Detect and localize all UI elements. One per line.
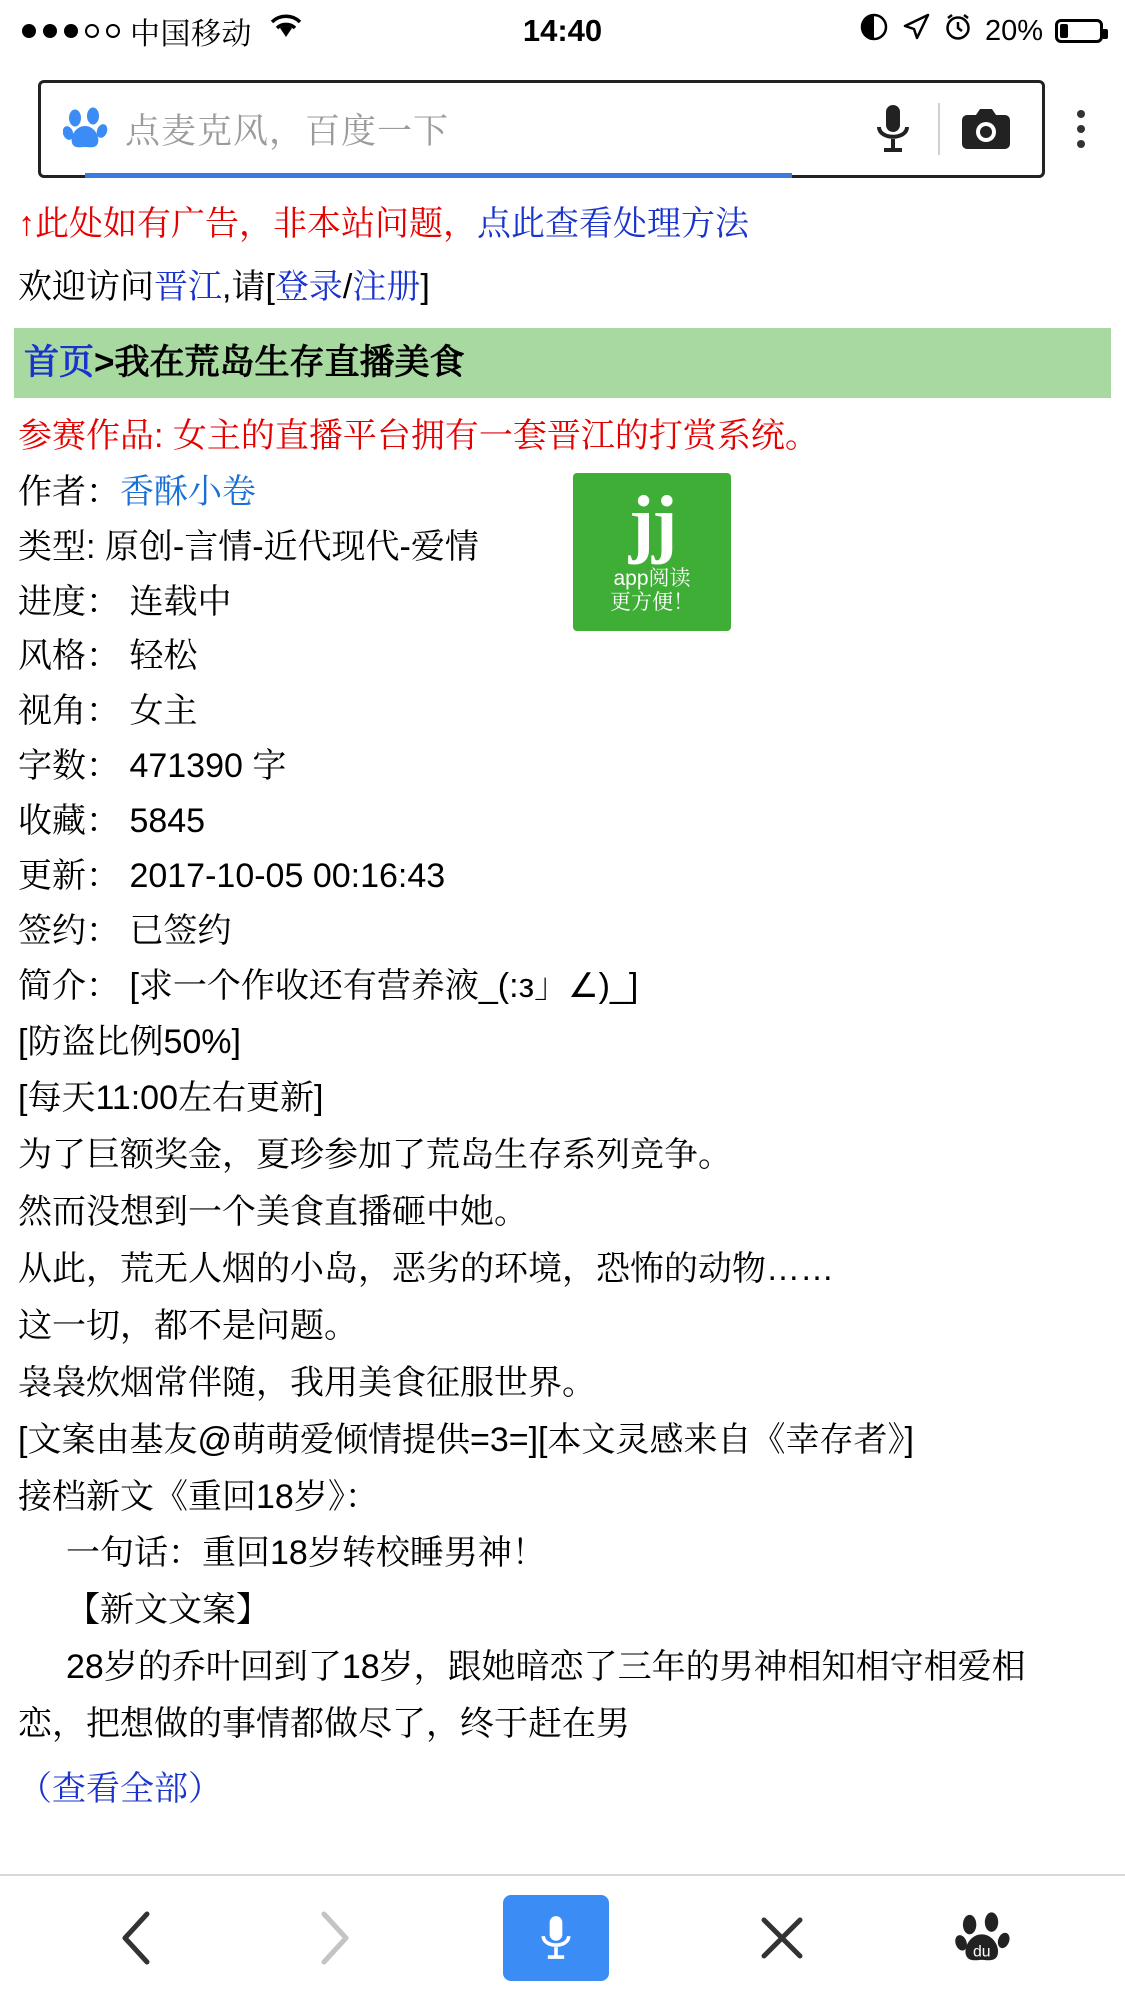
- status-bar-left: [22, 9, 304, 53]
- breadcrumb: [14, 328, 1111, 398]
- meta-row-type: [18, 520, 1111, 575]
- desc-line: [文案由基友@萌萌爱倾情提供=3=][本文灵感来自《幸存者》]: [18, 1420, 914, 1459]
- app-badge-line2: 更方便！: [610, 590, 694, 614]
- author-link[interactable]: 香酥小卷: [120, 472, 256, 511]
- pov-value: 女主: [129, 692, 198, 731]
- desc-line: [防盗比例50%]: [18, 1022, 241, 1061]
- battery-percent-label: 20%: [984, 14, 1043, 47]
- desc-line: 【新文文案】: [66, 1591, 270, 1630]
- camera-icon[interactable]: [954, 97, 1018, 161]
- breadcrumb-home-link[interactable]: 首页: [24, 342, 95, 382]
- meta-row-author: [18, 465, 1111, 520]
- page-content: [0, 192, 1125, 1822]
- forward-button[interactable]: [308, 1908, 358, 1968]
- chevron-left-icon: [113, 1908, 163, 1968]
- search-bar-row: [0, 62, 1125, 192]
- desc-line: 这一切，都不是问题。: [18, 1306, 358, 1345]
- view-all-row: [14, 1753, 1111, 1822]
- wordcount-label: 字数：: [18, 747, 120, 786]
- notice-link[interactable]: 点此查看处理方法: [477, 205, 749, 243]
- desc-line: 从此，荒无人烟的小岛，恶劣的环境，恐怖的动物……: [18, 1250, 834, 1289]
- welcome-mid: ,请[: [222, 267, 275, 306]
- do-not-disturb-icon: [859, 12, 889, 50]
- style-value: 轻松: [129, 637, 198, 676]
- race-note: 参赛作品: 女主的直播平台拥有一套晋江的打赏系统。: [18, 416, 819, 455]
- baidu-home-button[interactable]: [954, 1910, 1012, 1966]
- desc-line: 袅袅炊烟常伴随，我用美食征服世界。: [18, 1363, 596, 1402]
- notice-arrow: ↑: [18, 205, 35, 243]
- breadcrumb-separator: >: [94, 342, 115, 382]
- wifi-icon: [268, 13, 304, 49]
- kebab-menu-icon[interactable]: [1051, 110, 1111, 148]
- meta-row-progress: [18, 575, 1111, 630]
- signed-label: 签约：: [18, 911, 120, 950]
- welcome-slash: /: [342, 267, 353, 306]
- search-divider: [938, 103, 940, 155]
- desc-line: 为了巨额奖金，夏珍参加了荒岛生存系列竞争。: [18, 1136, 732, 1175]
- baidu-paw-icon: [63, 106, 109, 152]
- welcome-prefix: 欢迎访问: [18, 267, 154, 306]
- intro-value: [求一个作收还有营养液_(:з」∠)_]: [129, 966, 639, 1005]
- pov-label: 视角：: [18, 692, 120, 731]
- notice-text: 此处如有广告，非本站问题，: [35, 205, 477, 243]
- type-label: 类型:: [18, 527, 96, 566]
- progress-label: 进度：: [18, 582, 120, 621]
- location-arrow-icon: [901, 12, 931, 50]
- clock-label: 14:40: [522, 13, 603, 48]
- favorites-value: 5845: [129, 802, 206, 841]
- status-bar: [0, 0, 1125, 62]
- microphone-icon: [536, 1912, 576, 1964]
- intro-label: 简介：: [18, 966, 120, 1005]
- progress-value: 连载中: [129, 582, 232, 621]
- microphone-icon[interactable]: [862, 98, 924, 160]
- login-link[interactable]: 登录: [274, 267, 343, 306]
- desc-line: 恋，把想做的事情都做尽了，终于赶在男: [18, 1705, 630, 1744]
- meta-row-updated: [18, 849, 1111, 904]
- meta-row-intro: [18, 959, 1111, 1014]
- alarm-clock-icon: [943, 12, 973, 50]
- meta-row-wordcount: [18, 739, 1111, 794]
- search-input[interactable]: 点麦克风，百度一下: [125, 112, 450, 151]
- carrier-label: 中国移动: [130, 18, 252, 51]
- svg-text:du: du: [973, 1943, 991, 1961]
- status-bar-right: [859, 12, 1103, 50]
- back-button[interactable]: [113, 1908, 163, 1968]
- page-title: 我在荒岛生存直播美食: [114, 342, 465, 382]
- author-label: 作者：: [18, 472, 120, 511]
- style-label: 风格：: [18, 637, 120, 676]
- register-link[interactable]: 注册: [352, 267, 421, 306]
- app-badge-mark: jj: [628, 480, 676, 565]
- meta-row-style: [18, 629, 1111, 684]
- close-tab-button[interactable]: [755, 1911, 809, 1965]
- meta-row-signed: [18, 904, 1111, 959]
- updated-value: 2017-10-05 00:16:43: [129, 856, 446, 895]
- jinjiang-app-badge[interactable]: [573, 473, 731, 631]
- ad-notice: [14, 192, 1111, 251]
- desc-line: [每天11:00左右更新]: [18, 1079, 324, 1118]
- close-x-icon: [755, 1911, 809, 1965]
- updated-label: 更新：: [18, 856, 120, 895]
- desc-line: 一句话：重回18岁转校睡男神！: [66, 1534, 546, 1573]
- novel-meta: [14, 465, 1111, 1014]
- battery-icon: [1055, 19, 1103, 43]
- site-link[interactable]: 晋江: [154, 267, 222, 306]
- desc-line: 接档新文《重回18岁》：: [18, 1477, 379, 1516]
- wordcount-value: 471390 字: [129, 747, 287, 786]
- welcome-line: [14, 251, 1111, 320]
- signed-value: 已签约: [129, 911, 232, 950]
- meta-row-pov: [18, 684, 1111, 739]
- desc-line: 28岁的乔叶回到了18岁，跟她暗恋了三年的男神相知相守相爱相: [66, 1648, 1026, 1687]
- search-bar[interactable]: [38, 80, 1045, 178]
- baidu-paw-icon: [954, 1910, 1012, 1966]
- search-focus-underline: [85, 173, 792, 178]
- meta-row-favorites: [18, 794, 1111, 849]
- chevron-right-icon: [308, 1908, 358, 1968]
- novel-description: [14, 1014, 1111, 1753]
- voice-search-pill[interactable]: [503, 1895, 609, 1981]
- app-badge-line1: app阅读: [613, 566, 691, 590]
- desc-line: 然而没想到一个美食直播砸中她。: [18, 1193, 528, 1232]
- favorites-label: 收藏：: [18, 802, 120, 841]
- view-all-link[interactable]: （查看全部）: [18, 1769, 222, 1808]
- signal-strength-icon: [22, 24, 120, 38]
- welcome-suffix: ]: [420, 267, 430, 306]
- browser-bottom-bar: [0, 1874, 1125, 2000]
- voice-search-button[interactable]: [503, 1895, 609, 1981]
- type-value: 原创-言情-近代现代-爱情: [104, 527, 479, 566]
